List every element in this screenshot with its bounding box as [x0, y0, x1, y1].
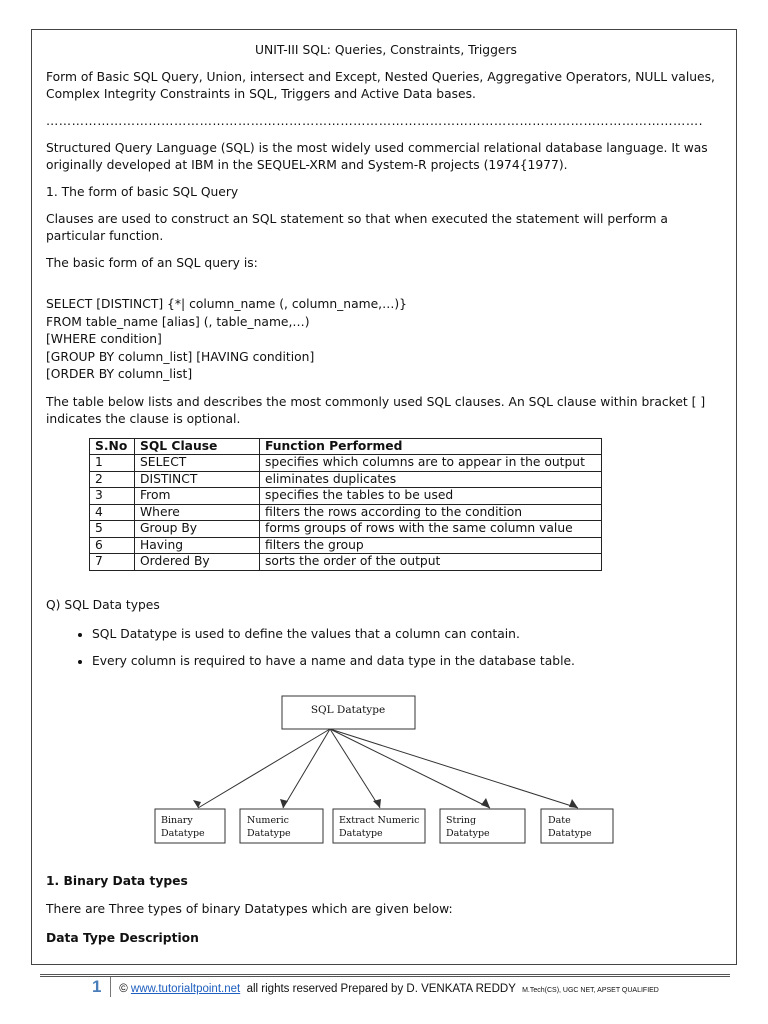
column-header: S.No [90, 438, 135, 455]
table-cell: 3 [90, 488, 135, 505]
table-row [90, 504, 602, 521]
datatype-node-date [541, 809, 613, 843]
table-cell: specifies the tables to be used [260, 488, 602, 505]
sql-datatype-diagram [0, 650, 768, 850]
diagram-connectors [198, 729, 578, 808]
table-cell: specifies which columns are to appear in the output [260, 455, 602, 472]
arrowheads [193, 798, 578, 808]
table-cell: 5 [90, 521, 135, 538]
table-intro-paragraph: The table below lists and describes the most commonly used SQL clauses. An SQL clause within bracket [ ] indicates the clause is optional. [46, 394, 706, 426]
syntax-line: [ORDER BY column_list] [46, 367, 193, 381]
footer-divider [40, 974, 730, 975]
node-label: Extract Numeric [339, 815, 420, 826]
sql-clauses-table [89, 438, 602, 571]
table-row [90, 488, 602, 505]
syntax-line: [GROUP BY column_list] [HAVING condition] [46, 349, 315, 364]
syntax-line: SELECT [DISTINCT] {*| column_name (, column_name,…)} [46, 297, 407, 311]
node-label: Datatype [247, 828, 291, 839]
list-item: • SQL Datatype is used to define the values that a column can contain. [92, 626, 726, 643]
binary-types-paragraph: There are Three types of binary Datatypes which are given below: [46, 902, 453, 916]
datatypes-question: Q) SQL Data types [46, 597, 160, 612]
node-label: Datatype [339, 828, 383, 839]
document-body [46, 40, 726, 680]
syntax-line: FROM table_name [alias] (, table_name,…) [46, 314, 310, 329]
topics-paragraph: Form of Basic SQL Query, Union, intersect and Except, Nested Queries, Aggregative Operators, NULL values, Complex Integrity Constraints in SQL, Triggers and Active Data bases. [46, 70, 715, 101]
node-label: Date [548, 815, 571, 826]
table-row [90, 455, 602, 472]
node-label: String [446, 815, 477, 826]
footer-credit: all rights reserved Prepared by D. VENKATA REDDY [243, 983, 519, 995]
dotted-separator: ………………………………………………………………………………………………………………………………………. [46, 114, 704, 128]
table-cell: 7 [90, 554, 135, 571]
table-cell: DISTINCT [135, 471, 260, 488]
page-title: UNIT-III SQL: Queries, Constraints, Triggers [255, 43, 517, 57]
table-header-row [90, 438, 602, 455]
table-cell: filters the group [260, 537, 602, 554]
table-row [90, 471, 602, 488]
column-header: SQL Clause [135, 438, 260, 455]
copyright-symbol: © [119, 983, 128, 995]
datatype-node-binary [155, 809, 225, 843]
table-row [90, 537, 602, 554]
datatype-node-string [440, 809, 525, 843]
section-heading-basic-query: 1. The form of basic SQL Query [46, 185, 239, 199]
table-cell: eliminates duplicates [260, 471, 602, 488]
datatype-root-node [282, 696, 415, 729]
node-label: Datatype [548, 828, 592, 839]
page-footer [92, 977, 732, 997]
datatype-node-numeric [240, 809, 323, 843]
section-heading-binary: 1. Binary Data types [46, 874, 188, 888]
list-item: • Every column is required to have a name and data type in the database table. [92, 653, 726, 670]
table-cell: Ordered By [135, 554, 260, 571]
table-cell: sorts the order of the output [260, 554, 602, 571]
table-cell: Where [135, 504, 260, 521]
node-label: Binary [161, 815, 193, 826]
table-cell: 2 [90, 471, 135, 488]
data-type-description-heading: Data Type Description [46, 931, 199, 945]
node-label: Datatype [446, 828, 490, 839]
clauses-paragraph: Clauses are used to construct an SQL statement so that when executed the statement will perform a particular function. [46, 212, 668, 243]
intro-paragraph: Structured Query Language (SQL) is the most widely used commercial relational database language. It was originally developed at IBM in the SEQUEL-XRM and System-R projects (1974{1977). [46, 141, 708, 172]
table-cell: 4 [90, 504, 135, 521]
page-number: 1 [92, 977, 102, 996]
author-qualifications: M.Tech(CS), UGC NET, APSET QUALIFIED [522, 987, 659, 994]
datatype-node-extract-numeric [333, 809, 425, 843]
table-cell: From [135, 488, 260, 505]
table-cell: SELECT [135, 455, 260, 472]
node-label: Datatype [161, 828, 205, 839]
table-cell: filters the rows according to the condition [260, 504, 602, 521]
syntax-line: [WHERE condition] [46, 332, 162, 346]
website-link[interactable]: www.tutorialtpoint.net [130, 983, 241, 995]
table-cell: forms groups of rows with the same column value [260, 521, 602, 538]
table-cell: 6 [90, 537, 135, 554]
root-label: SQL Datatype [310, 704, 386, 716]
sql-syntax-block [46, 296, 726, 384]
table-row [90, 521, 602, 538]
table-cell: 1 [90, 455, 135, 472]
basic-form-paragraph: The basic form of an SQL query is: [46, 256, 258, 270]
column-header: Function Performed [260, 438, 602, 455]
table-cell: Group By [135, 521, 260, 538]
table-row [90, 554, 602, 571]
table-cell: Having [135, 537, 260, 554]
node-label: Numeric [247, 815, 289, 826]
